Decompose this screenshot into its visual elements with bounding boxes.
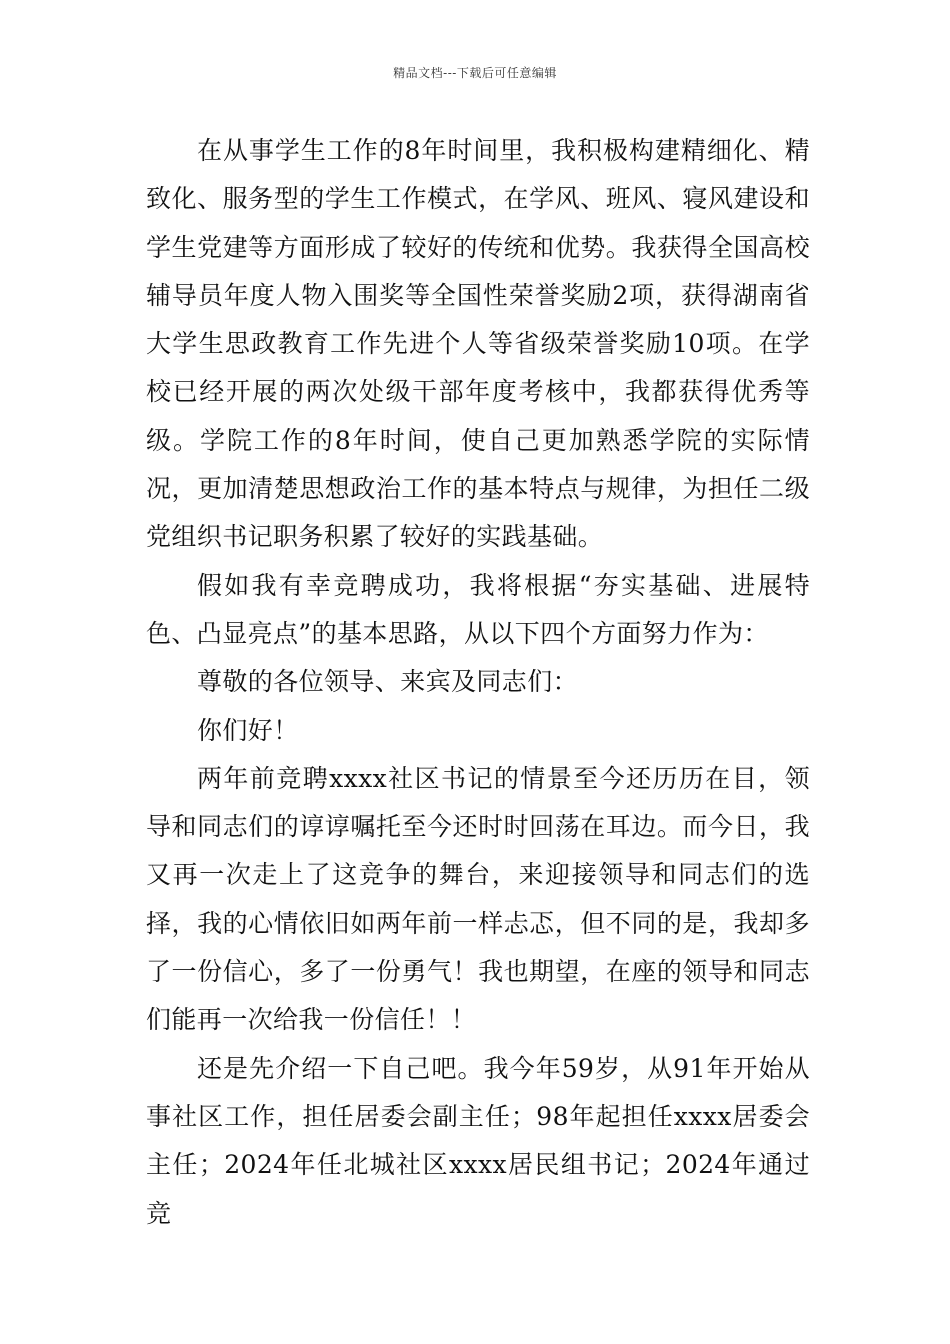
paragraph-student-work: 在从事学生工作的8年时间里，我积极构建精细化、精致化、服务型的学生工作模式，在学风、班风、寝风建设和学生党建等方面形成了较好的传统和优势。我获得全国高校辅导员年度人物入围奖等全国性荣誉奖励2项，获得湖南省大学生思政教育工作先进个人等省级荣誉奖励10项。在学校已经开展的两次处级干部年度考核中，我都获得优秀等级。学院工作的8年时间，使自己更加熟悉学院的实际情况，更加清楚思想政治工作的基本特点与规律，为担任二级党组织书记职务积累了较好的实践基础。: [146, 136, 810, 552]
page-header: 精品文档---下载后可任意编辑: [393, 66, 557, 80]
paragraph-self-intro: 还是先介绍一下自己吧。我今年59岁，从91年开始从事社区工作，担任居委会副主任；98年起担任xxxx居委会主任；2024年任北城社区xxxx居民组书记；2024年通过竞: [146, 1053, 810, 1228]
paragraph-salutation: 尊敬的各位领导、来宾及同志们：: [197, 667, 579, 697]
paragraph-greeting: 你们好！: [197, 715, 299, 745]
document-body: [146, 127, 810, 1238]
paragraph-two-years-ago: 两年前竞聘xxxx社区书记的情景至今还历历在目，领导和同志们的谆谆嘱托至今还时时回荡在耳边。而今日，我又再一次走上了这竞争的舞台，来迎接领导和同志们的选择，我的心情依旧如两年前一样忐忑，但不同的是，我却多了一份信心，多了一份勇气！我也期望，在座的领导和同志们能再一次给我一份信任！！: [146, 763, 810, 1035]
paragraph-plan: 假如我有幸竞聘成功，我将根据“夯实基础、进展特色、凸显亮点”的基本思路，从以下四个方面努力作为：: [146, 570, 810, 648]
